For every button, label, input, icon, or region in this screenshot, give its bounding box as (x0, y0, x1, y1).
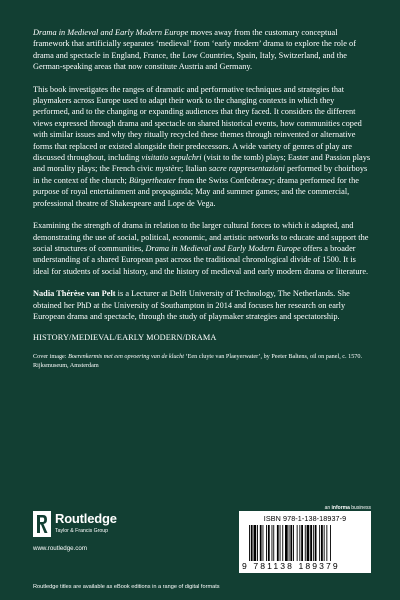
barcode-bar (307, 525, 310, 561)
book-title-italic: Drama in Medieval and Early Modern Europe (145, 243, 301, 253)
barcode-bar (326, 525, 327, 561)
barcode-bar (299, 525, 300, 561)
barcode-bar (305, 525, 306, 561)
barcode-bar (324, 525, 325, 561)
genre-italic: mystère (155, 164, 182, 174)
barcode-bar (301, 525, 303, 561)
publisher-group: Taylor & Francis Group (55, 528, 109, 534)
credit-text: ‘Een cluyte van Plaeyerwater’, by Peeter Baltens, oil on panel, c. 1570. Rijksmuseum, Amsterdam (33, 353, 363, 369)
credit-artwork-title: Boerenkermis met een opvoering van de klucht (68, 353, 184, 361)
barcode-bar (315, 525, 317, 561)
informa-name: informa (331, 505, 350, 511)
author-bio-text: is a Lecturer at Delft University of Technology, The Netherlands. She obtained her PhD at the University of Southampton in 2014 and focuses her research on early European drama and spectacle, through the study of playmaker strategies and spectatorship. (33, 289, 350, 321)
blurb-text: performed by choirboys in the context of the church; (33, 164, 368, 185)
barcode-bar (289, 525, 290, 561)
barcode-bar (321, 525, 323, 561)
cover-image-credit (33, 353, 371, 369)
barcode-bar (260, 525, 262, 561)
routledge-r-icon (33, 511, 51, 537)
barcode-bar (251, 525, 253, 561)
barcode-bar (319, 525, 320, 561)
barcode-bar (282, 525, 283, 561)
barcode-bar (277, 525, 279, 561)
barcode-bar (263, 525, 264, 561)
barcode-panel (239, 511, 371, 573)
blurb-text: Examining the strength of drama in relation to the larger cultural forces to which it adapted, and demonstrating the use of social, political, economic, and artistic networks to educate and support the social structures of communities, (33, 221, 369, 253)
barcode-bar (285, 525, 288, 561)
author-bio (33, 288, 371, 322)
barcode-bar (330, 525, 331, 561)
blurb-paragraph-2 (33, 84, 371, 209)
barcode-bar (272, 525, 273, 561)
blurb-text: ; Italian (181, 164, 209, 174)
barcode-bar (280, 525, 281, 561)
genre-italic: visitatio sepulchri (141, 153, 202, 163)
blurb-text: moves away from the customary conceptual framework that artificially separates ‘medieval’ from ‘early modern’ drama to explore the role of drama and spectacle in England, France, the Low Countries, Spain, Italy, Switzerland, and the German-speaking areas that now constitute Austria and Germany. (33, 28, 356, 72)
author-name: Nadia Thérèse van Pelt (33, 289, 116, 299)
blurb-paragraph-3 (33, 220, 371, 277)
blurb-text: offers a broader understanding of a shared European past across the traditional chronological divide of 1500. It is ideal for students of social history, and the history of medieval and early modern drama or literature. (33, 243, 369, 276)
credit-prefix: Cover image: (33, 353, 69, 361)
genre-italic: Bürgertheater (128, 175, 176, 185)
barcode-bar (313, 525, 314, 561)
book-title-italic: Drama in Medieval and Early Modern Europe (33, 28, 189, 37)
informa-prefix: an (324, 505, 332, 511)
publisher-website[interactable]: www.routledge.com (33, 545, 87, 552)
barcode-bar (293, 525, 294, 561)
barcode-digits: 9 781138 189379 (242, 561, 340, 571)
barcode-icon (249, 525, 361, 561)
ebook-availability-note: Routledge titles are available as eBook editions in a range of digital formats (33, 584, 220, 590)
barcode-bar (249, 525, 250, 561)
publisher-name: Routledge (55, 511, 117, 526)
barcode-bar (268, 525, 270, 561)
back-cover-text (33, 27, 371, 370)
isbn-label: ISBN 978-1-138-18937-9 (263, 514, 347, 523)
barcode-bar (297, 525, 298, 561)
barcode-bar (290, 525, 292, 561)
blurb-text: (visit to the tomb) plays; Easter and Passion plays and morality plays; the French civic (33, 153, 371, 174)
genre-italic: sacre rappresentazioni (208, 164, 286, 174)
informa-suffix: business (349, 505, 371, 511)
back-cover-footer (33, 505, 371, 573)
blurb-text: This book investigates the ranges of dramatic and performative techniques and strategies that playmakers across Europe used to adapt their work to the changing contexts in which they performed, and to the changing or expanding audiences that they faced. It considers the different views expressed through drama and spectacle on shared historical events, how communities coped with similar issues and why they ritually recycled these themes through reinvented or alternative forms that replaced or existed alongside their predecessors. A wide variety of genres of play are discussed throughout, including (33, 84, 362, 163)
barcode-bar (310, 525, 312, 561)
blurb-paragraph-1 (33, 27, 371, 73)
subject-categories: HISTORY/MEDIEVAL/EARLY MODERN/DRAMA (33, 333, 217, 343)
blurb-text: from the Swiss Confederacy; drama performed for the purpose of royal entertainment and propaganda; May and summer games; and the commercial, professional theatre of Shakespeare and Lope de Vega. (33, 175, 360, 208)
barcode-bar (273, 525, 274, 561)
barcode-bar (254, 525, 257, 561)
barcode-bar (257, 525, 258, 561)
barcode-bar (266, 525, 267, 561)
